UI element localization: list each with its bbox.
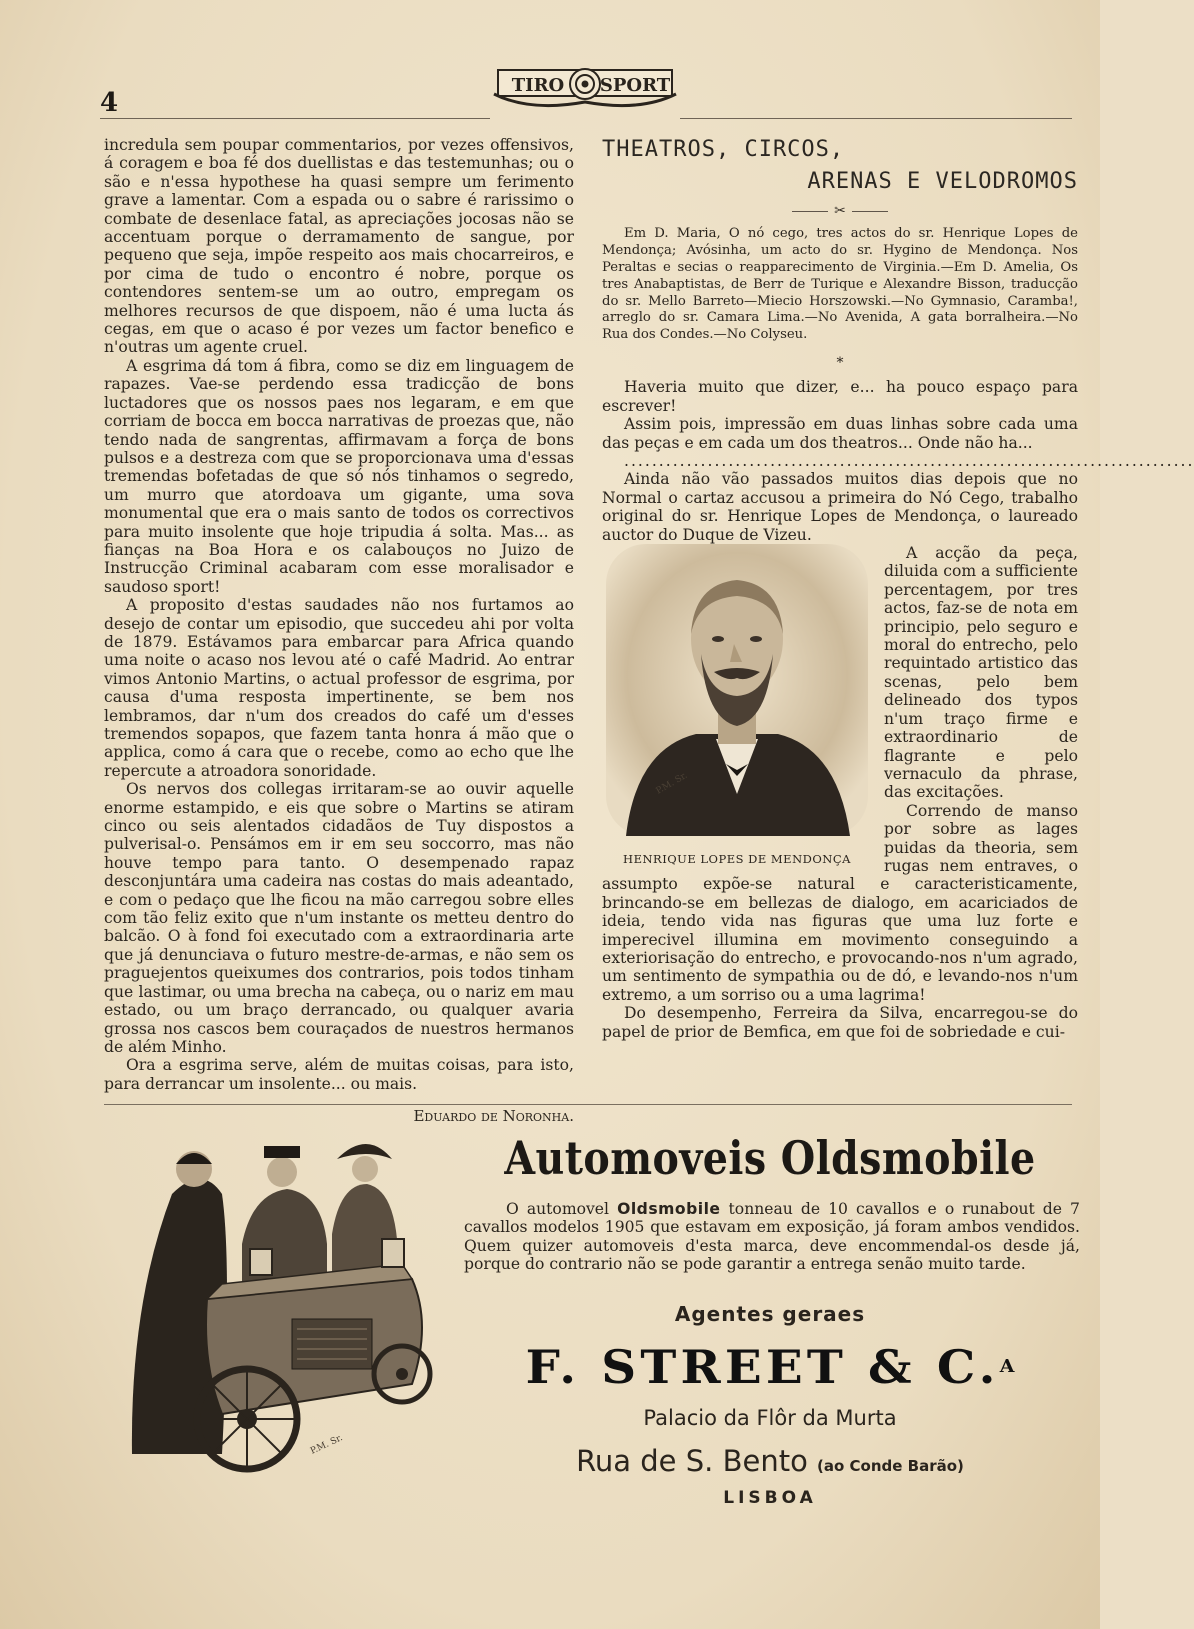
agents-label: Agentes geraes bbox=[674, 1301, 866, 1326]
header-rule-left bbox=[100, 118, 490, 119]
section-title-line-2: ARENAS E VELODROMOS bbox=[807, 169, 1078, 194]
left-paragraph-3: A proposito d'estas saudades não nos furtamos ao desejo de contar um episodio, que succedeu ahi por volta de 1879. Estávamos para embarcar para Africa quando uma noite o acaso nos levou até o café Madrid. Ao entrar vimos Antonio Martins, o actual professor de esgrima, por causa d'uma resposta impertinente, se bem nos lembramos, dar n'um dos creados do café um d'esses tremendos sopapos, que fazem tanta honra á mão que o applica, como á cara que o recebe, como ao echo que lhe repercute a atroadora sonoridade. bbox=[104, 596, 574, 780]
header-rule-right bbox=[680, 118, 1072, 119]
advert-divider bbox=[104, 1104, 1072, 1105]
portrait-engraving-icon bbox=[606, 544, 868, 836]
portrait-caption: HENRIQUE LOPES DE MENDONÇA bbox=[623, 852, 851, 867]
article-left-column bbox=[104, 136, 574, 1126]
ornament-divider: ✂ bbox=[602, 202, 1078, 220]
svg-text:P.M. Sr.: P.M. Sr. bbox=[654, 770, 690, 797]
left-paragraph-5: Ora a esgrima serve, além de muitas coisas, para isto, para derrancar um insolente... ou mais. bbox=[104, 1056, 574, 1093]
masthead-emblem-icon bbox=[490, 64, 680, 114]
masthead-text-left: TIRO bbox=[511, 75, 565, 96]
section-asterisk: * bbox=[836, 354, 844, 371]
masthead-text-right: SPORT bbox=[599, 75, 671, 96]
address-street-line bbox=[460, 1444, 1080, 1478]
address-city: LISBOA bbox=[723, 1487, 817, 1508]
article-signature: Eduardo de Noronha. bbox=[413, 1107, 574, 1126]
advert-brand: Oldsmobile bbox=[617, 1200, 721, 1218]
listing-text: Em D. Maria, O nó cego, tres actos do sr. Henrique Lopes de Mendonça; Avósinha, um acto do sr. Hygino de Mendonça. Nos Peraltas e secias o reapparecimento de Virginia.—Em D. Amelia, Os tres Anabaptistas, de Berr de Turique e Alexandre Bisson, traducção do sr. Mello Barreto—Miecio Horszowski.—No Gymnasio, Caramba!, arreglo do sr. Camara Lima.—No Avenida, A gata borralheira.—No Rua dos Condes.—No Colyseu. bbox=[602, 226, 1078, 343]
advert-body bbox=[460, 1200, 1080, 1274]
svg-text:P.M. Sr.: P.M. Sr. bbox=[309, 1433, 345, 1457]
review-paragraph-3: Ainda não vão passados muitos dias depois que no Normal o cartaz accusou a primeira do Nó Cego, trabalho original do sr. Henrique Lopes de Mendonça, o laureado auctor do Duque de Vizeu. bbox=[602, 470, 1078, 544]
left-paragraph-1: incredula sem poupar commentarios, por vezes offensivos, á coragem e boa fé dos duellistas e das testemunhas; ou o são e n'essa hypothese ha quasi sempre um ferimento grave a lamentar. Com a espada ou o sabre é rarissimo o combate de desenlace fatal, as apreciações jocosas não se accentuam porque o derramamento de sangue, por pequeno que seja, impõe respeito aos mais chocarreiros, e por cima de tudo o encontro é nobre, porque os contendores sentem-se um ao outro, empregam os melhores recursos de que dispoem, não é uma lucta ás cegas, em que o acaso é por vezes um factor benefico e n'outras um agente cruel. bbox=[104, 136, 574, 357]
address-note: (ao Conde Barão) bbox=[817, 1456, 964, 1475]
theatre-review-body bbox=[602, 378, 1194, 1041]
company-sup: A bbox=[999, 1355, 1015, 1377]
review-paragraph-1: Haveria muito que dizer, e... ha pouco espaço para escrever! bbox=[602, 378, 1078, 415]
page-number: 4 bbox=[100, 88, 119, 118]
theatre-listing bbox=[602, 226, 1078, 344]
oldsmobile-advert bbox=[460, 1130, 1080, 1508]
section-title-line-1: THEATROS, CIRCOS, bbox=[602, 137, 845, 162]
address-street: Rua de S. Bento bbox=[576, 1443, 808, 1478]
company-text: F. STREET & C. bbox=[525, 1339, 1000, 1394]
portrait-figure bbox=[602, 544, 872, 869]
review-paragraph-5: Correndo de manso por sobre as lages puidas da theoria, sem rugas nem entraves, o assumpto expõe-se natural e caracteristicamente, brincando-se em bellezas de dialogo, em acariciados de ideia, tendo vida nas figuras que uma luz forte e imperecivel illumina em movimento conseguindo a exteriorisação do entrecho, e provocando-nos n'um agrado, um sentimento de sympathia ou de dó, e levando-nos n'um extremo, a um sorriso ou a uma lagrima! bbox=[602, 801, 1078, 1004]
review-paragraph-4: A acção da peça, diluida com a sufficiente percentagem, por tres actos, faz-se de nota em principio, pelo seguro e moral do entrecho, pelo requintado artistico das scenas, pelo bem delineado dos typos n'um traço firme e extraordinario de flagrante e pelo vernaculo da phrase, das excitações. bbox=[884, 544, 1078, 802]
advert-paragraph bbox=[464, 1200, 1080, 1274]
address-line-1: Palacio da Flôr da Murta bbox=[643, 1405, 897, 1430]
motorcar-illustration-icon bbox=[112, 1124, 442, 1484]
advert-title: Automoveis Oldsmobile bbox=[504, 1131, 1036, 1185]
advert-body-suffix: tonneau de 10 cavallos e o runabout de 7 cavallos modelos 1905 que estavam em exposição, já foram ambos vendidos. Quem quizer automoveis d'esta marca, deve encommendal-os desde já, porque do contrario não se pode garantir a entrega senão muito tarde. bbox=[464, 1200, 1080, 1274]
dotted-line: .................................................................................. bbox=[624, 452, 1194, 471]
left-paragraph-2: A esgrima dá tom á fibra, como se diz em linguagem de rapazes. Vae-se perdendo essa tradicção de bons luctadores que os nossos paes nos legaram, e em que corriam de bocca em bocca narrativas de proezas que, não tendo nada de sangrentas, affirmavam a força de bons pulsos e a destreza com que se proporcionava uma d'essas tremendas bofetadas de que só nós tinhamos o segredo, um murro que atordoava um gigante, uma sova monumental que era o mais santo de todos os correctivos para muito insolente que hoje tripudia á solta. Mas... as fianças na Boa Hora e os calabouços no Juizo de Instrucção Criminal acabaram com esse moralisador e saudoso sport! bbox=[104, 356, 574, 596]
review-paragraph-6: Do desempenho, Ferreira da Silva, encarregou-se do papel de prior de Bemfica, em que foi de sobriedade e cui- bbox=[602, 1004, 1078, 1041]
advert-body-prefix: O automovel bbox=[506, 1200, 618, 1218]
review-paragraph-2: Assim pois, impressão em duas linhas sobre cada uma das peças e em cada um dos theatros... Onde não ha... bbox=[602, 415, 1078, 452]
theatre-column bbox=[602, 136, 1194, 1041]
left-paragraph-4: Os nervos dos collegas irritaram-se ao ouvir aquelle enorme estampido, e eis que sobre o Martins se atiram cinco ou seis alentados cidadãos de Tuy dispostos a pulverisal-o. Pensámos em ir em seu soccorro, mas não houve tempo para tanto. O desempenado rapaz desconjuntára uma cadeira nas costas do mais adeantado, e com o pedaço que lhe ficou na mão carregou sobre elles com tão feliz exito que n'um instante os metteu dentro do balcão. O à fond foi executado com a extraordinaria arte que já denunciava o futuro mestre-de-armas, e não sem os praguejentos queixumes dos contrarios, pois todos tinham que lastimar, ou uma brecha na cabeça, ou o nariz em mau estado, ou um braço derrancado, ou qualquer avaria grossa nos cascos bem couraçados de nuestros hermanos de além Minho. bbox=[104, 780, 574, 1056]
company-name bbox=[445, 1339, 1096, 1394]
